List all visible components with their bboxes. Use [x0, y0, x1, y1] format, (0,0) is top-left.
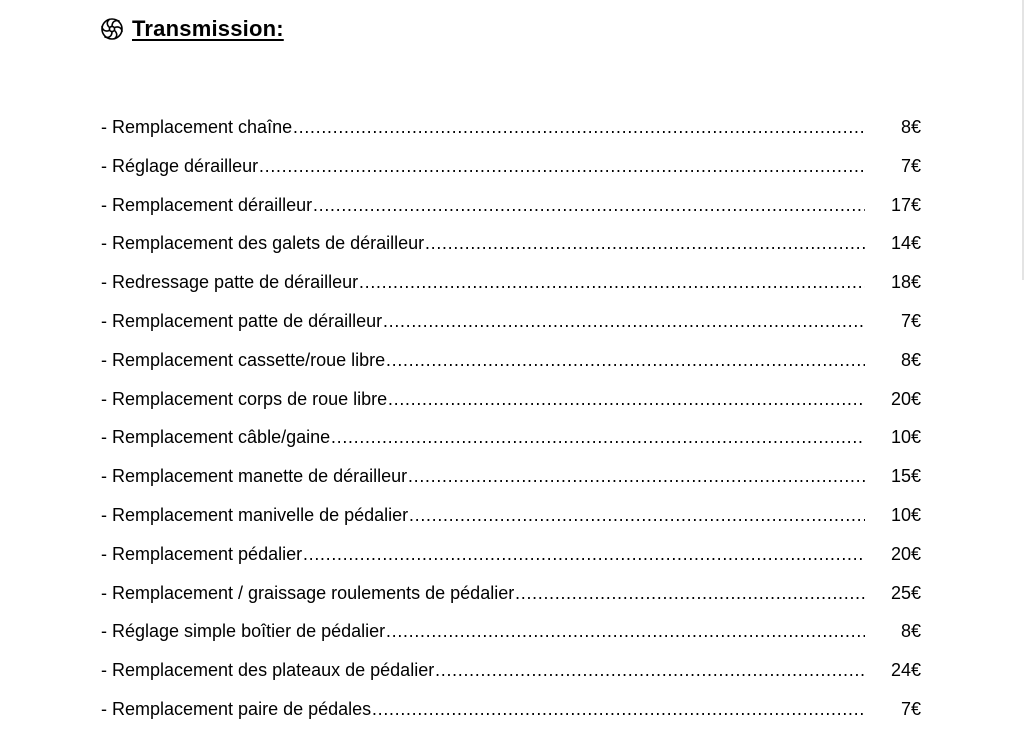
- service-label: - Remplacement manette de dérailleur: [101, 466, 408, 487]
- service-label: - Remplacement pédalier: [101, 543, 303, 564]
- service-price: 15€: [890, 466, 921, 487]
- list-item: [101, 535, 921, 574]
- service-price: 10€: [890, 504, 921, 525]
- leader-dots: [330, 418, 865, 457]
- list-item: [101, 612, 921, 651]
- list-item: [101, 651, 921, 690]
- service-price: 14€: [890, 233, 921, 254]
- service-label: - Remplacement paire de pédales: [101, 698, 372, 719]
- leader-dots: [258, 147, 865, 186]
- leader-dots: [408, 496, 865, 535]
- section-heading: [100, 16, 284, 42]
- service-price: 18€: [890, 272, 921, 293]
- service-label: - Réglage dérailleur: [101, 155, 259, 176]
- list-item: [101, 186, 921, 225]
- service-label: - Remplacement / graissage roulements de pédalier: [101, 582, 515, 603]
- service-label: - Remplacement corps de roue libre: [101, 388, 388, 409]
- service-label: - Remplacement manivelle de pédalier: [101, 504, 409, 525]
- service-price: 10€: [890, 427, 921, 448]
- leader-dots: [382, 302, 865, 341]
- list-item: [101, 147, 921, 186]
- service-price: 25€: [890, 582, 921, 603]
- list-item: [101, 496, 921, 535]
- leader-dots: [385, 341, 865, 380]
- service-price: 7€: [900, 698, 921, 719]
- service-price: 17€: [890, 194, 921, 215]
- price-list: [101, 108, 921, 729]
- service-price: 7€: [900, 310, 921, 331]
- service-label: - Remplacement dérailleur: [101, 194, 313, 215]
- list-item: [101, 341, 921, 380]
- list-item: [101, 418, 921, 457]
- service-label: - Remplacement des plateaux de pédalier: [101, 660, 435, 681]
- service-price: 24€: [890, 660, 921, 681]
- service-price: 7€: [900, 155, 921, 176]
- service-price: 20€: [890, 543, 921, 564]
- service-label: - Remplacement câble/gaine: [101, 427, 331, 448]
- leader-dots: [358, 263, 865, 302]
- service-price: 20€: [890, 388, 921, 409]
- leader-dots: [292, 108, 865, 147]
- leader-dots: [302, 535, 865, 574]
- list-item: [101, 457, 921, 496]
- service-label: - Réglage simple boîtier de pédalier: [101, 621, 386, 642]
- service-label: - Remplacement patte de dérailleur: [101, 310, 383, 331]
- list-item: [101, 224, 921, 263]
- list-item: [101, 574, 921, 613]
- leader-dots: [424, 224, 865, 263]
- service-price: 8€: [900, 117, 921, 137]
- service-price: 8€: [900, 349, 921, 370]
- leader-dots: [407, 457, 865, 496]
- page-title: Transmission:: [132, 16, 284, 41]
- service-price: 8€: [900, 621, 921, 642]
- service-label: - Remplacement cassette/roue libre: [101, 349, 386, 370]
- leader-dots: [387, 380, 865, 419]
- leader-dots: [514, 574, 865, 613]
- list-item: [101, 302, 921, 341]
- list-item: [101, 690, 921, 729]
- leader-dots: [371, 690, 865, 729]
- leader-dots: [385, 612, 865, 651]
- service-label: - Remplacement chaîne: [101, 117, 293, 137]
- leader-dots: [312, 186, 865, 225]
- service-label: - Remplacement des galets de dérailleur: [101, 233, 425, 254]
- list-item: [101, 108, 921, 147]
- leader-dots: [434, 651, 865, 690]
- service-label: - Redressage patte de dérailleur: [101, 272, 359, 293]
- list-item: [101, 380, 921, 419]
- list-item: [101, 263, 921, 302]
- spiral-icon: [100, 17, 124, 41]
